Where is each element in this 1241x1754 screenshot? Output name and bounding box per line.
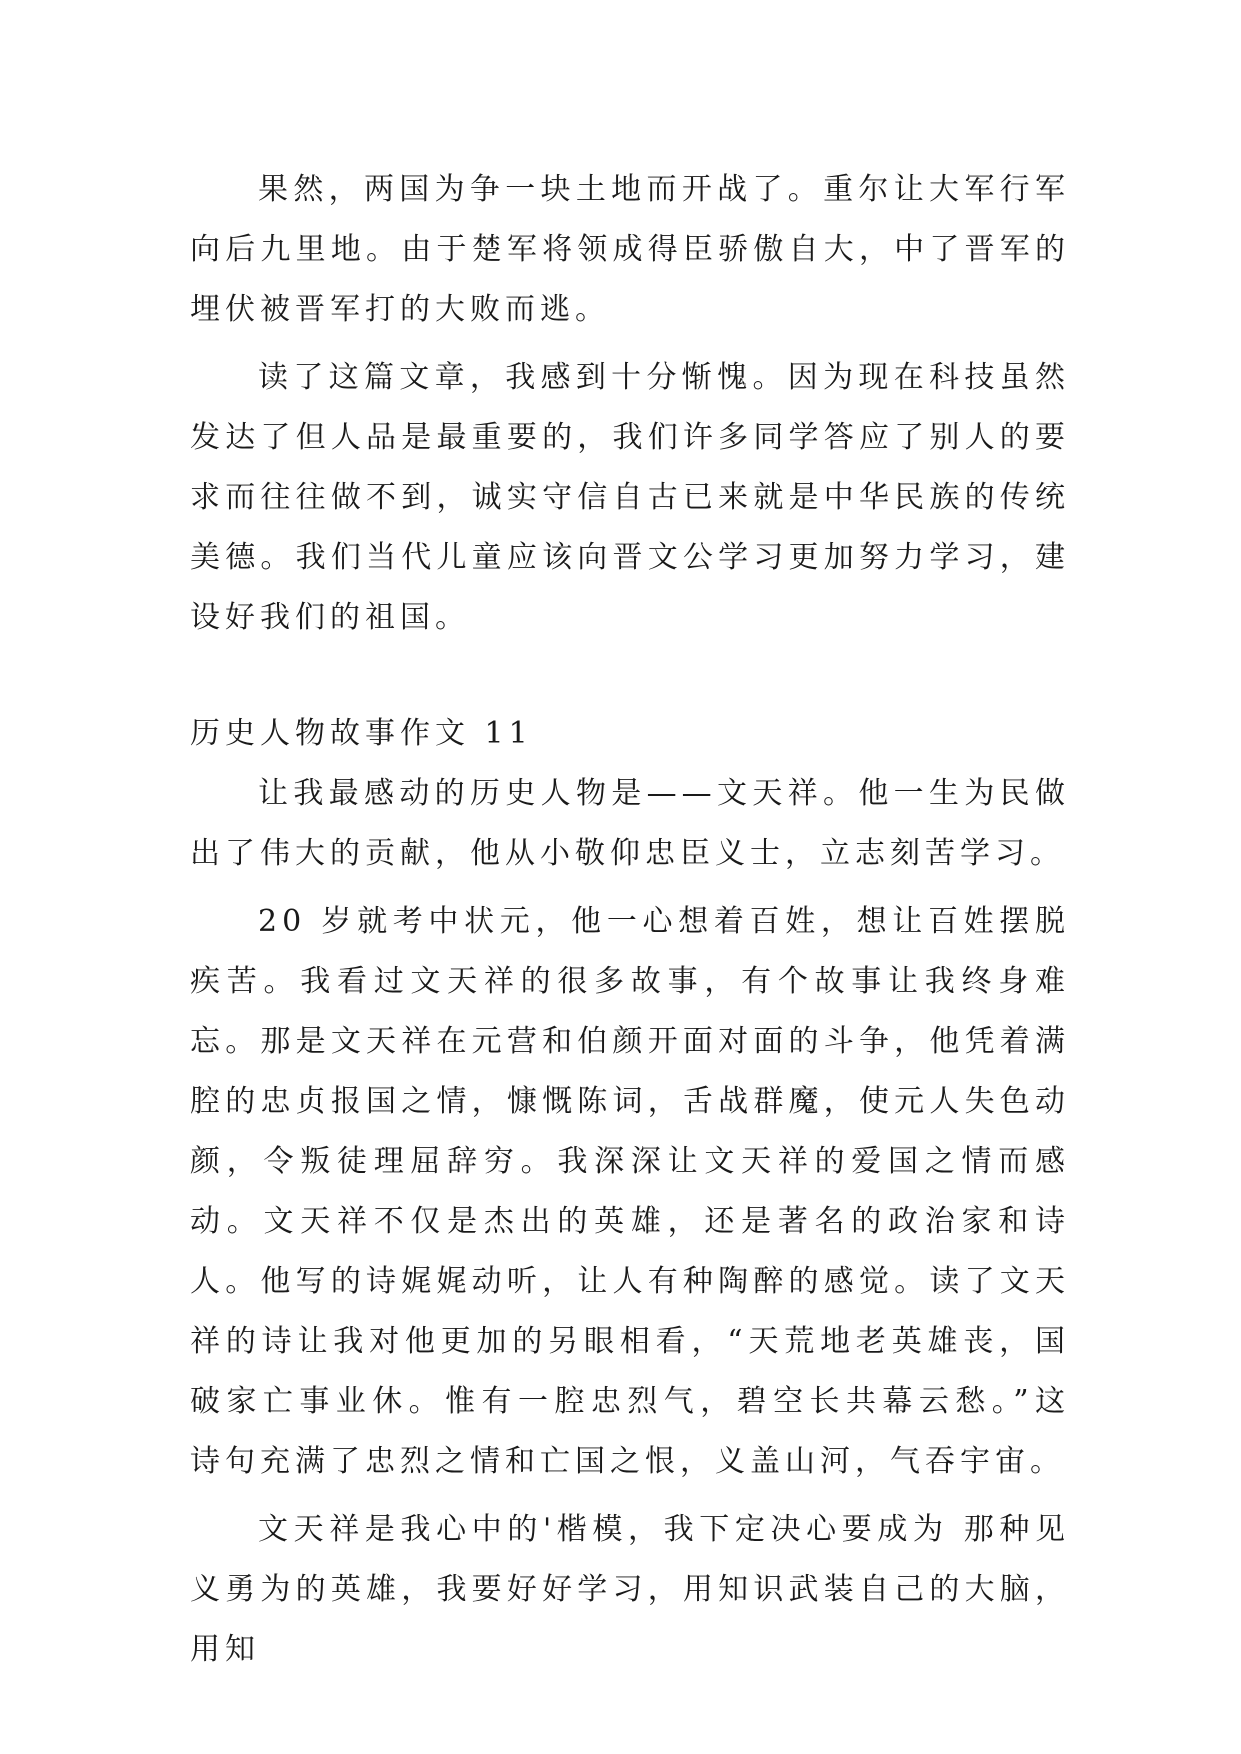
document-body	[190, 160, 1070, 1680]
paragraph-reflection: 读了这篇文章，我感到十分惭愧。因为现在科技虽然发达了但人品是最重要的，我们许多同学答应了别人的要求而往往做不到，诚实守信自古已来就是中华民族的传统美德。我们当代儿童应该向晋文公学习更加努力学习，建设好我们的祖国。	[190, 360, 1070, 635]
paragraph-war-outcome: 果然，两国为争一块土地而开战了。重尔让大军行军向后九里地。由于楚军将领成得臣骄傲自大，中了晋军的埋伏被晋军打的大败而逃。	[190, 172, 1070, 327]
paragraph-role-model: 文天祥是我心中的'楷模，我下定决心要成为 那种见义勇为的英雄，我要好好学习，用知识武装自己的大脑，用知	[190, 1512, 1070, 1667]
paragraph-intro-wen-tianxiang: 让我最感动的历史人物是——文天祥。他一生为民做出了伟大的贡献，他从小敬仰忠臣义士，立志刻苦学习。	[190, 776, 1070, 871]
paragraph-wen-tianxiang-story: 20 岁就考中状元，他一心想着百姓，想让百姓摆脱疾苦。我看过文天祥的很多故事，有个故事让我终身难忘。那是文天祥在元营和伯颜开面对面的斗争，他凭着满腔的忠贞报国之情，慷慨陈词，舌战群魔，使元人失色动颜，令叛徒理屈辞穷。我深深让文天祥的爱国之情而感动。文天祥不仅是杰出的英雄，还是著名的政治家和诗人。他写的诗娓娓动听，让人有种陶醉的感觉。读了文天祥的诗让我对他更加的另眼相看，“天荒地老英雄丧，国破家亡事业休。惟有一腔忠烈气，碧空长共幕云愁。”这诗句充满了忠烈之情和亡国之恨，义盖山河，气吞宇宙。	[190, 904, 1070, 1479]
section-title: 历史人物故事作文 11	[190, 716, 533, 751]
